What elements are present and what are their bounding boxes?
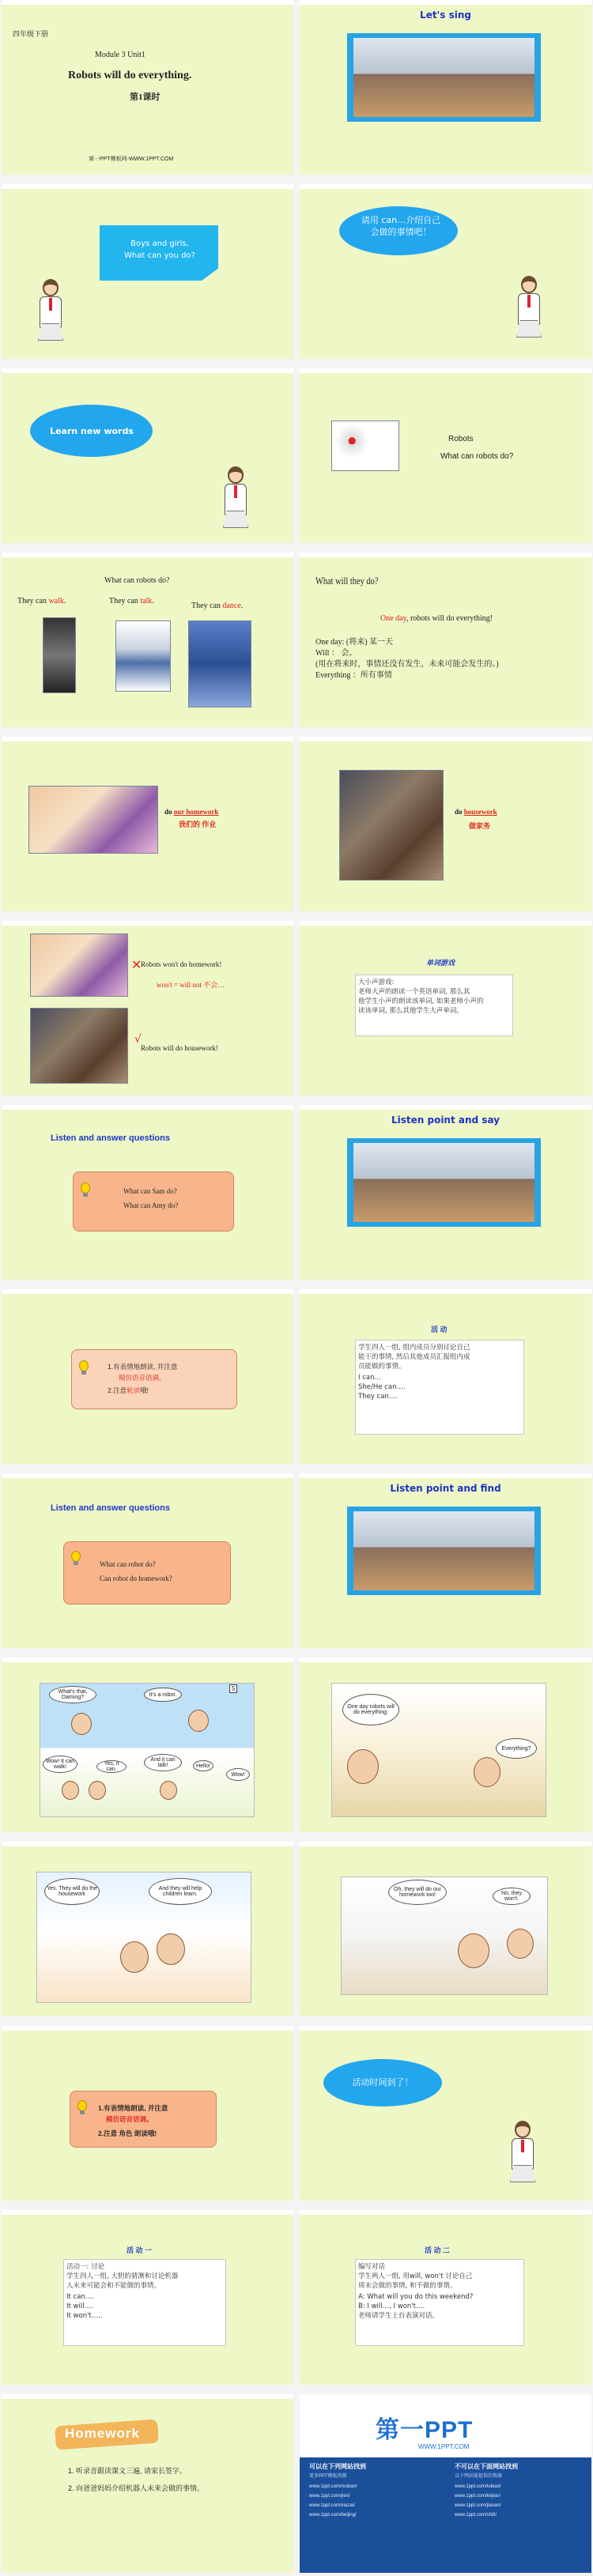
- slide-28-ad[interactable]: [300, 2394, 591, 2573]
- slide-heading: What will they do?: [315, 575, 379, 586]
- left-heading: 可以在下列网站找到: [309, 2463, 366, 2470]
- dance-sentence: They can dance.: [191, 602, 244, 610]
- walking-robot-image: [43, 617, 76, 693]
- dialogue-2: B: I will…, I won't….: [358, 2303, 425, 2310]
- homework-2: 2. 向爸爸妈妈介绍机器人未来会做的事情。: [68, 2484, 205, 2492]
- pattern-3: It won't…..: [66, 2312, 103, 2320]
- site-link[interactable]: www.1ppt.com/tubiao/: [455, 2484, 501, 2489]
- site-link[interactable]: www.1ppt.com/moban/: [309, 2484, 357, 2489]
- slide-heading: Listen point and find: [390, 1483, 501, 1494]
- dialogue-1: A: What will you do this weekend?: [358, 2293, 474, 2301]
- slide-heading: 活 动: [431, 1326, 448, 1333]
- slide-24[interactable]: [300, 2026, 591, 2201]
- question-1: What can robot do?: [100, 1560, 156, 1568]
- cross-icon: ✕: [131, 957, 142, 972]
- activity-text: 学生四人一组, 组内成员分别讨论自己 能干的事情, 然后其他成员汇报组内成 员能做的事情。: [358, 1344, 470, 1371]
- child-character: [157, 1933, 185, 1965]
- question-2: What can Amy do?: [123, 1201, 179, 1209]
- site-link[interactable]: www.1ppt.com/jieri/: [309, 2494, 350, 2499]
- teacher-illustration: [220, 466, 251, 534]
- panel-number: 5: [229, 1684, 237, 1693]
- dancing-robot-image: [188, 620, 251, 707]
- slide-heading: Homework: [65, 2426, 140, 2441]
- child-character: [71, 1713, 92, 1735]
- speech-bubble: Yes, it can.: [96, 1760, 127, 1773]
- sentence-2: won't = will not 不会…: [157, 981, 225, 989]
- note-line-3: (用在将来时，事情还没有发生，未来可能会发生的。): [315, 660, 499, 669]
- dialogue-3: 老师请学生上台表演对话。: [358, 2312, 440, 2320]
- speech-bubble: Everything?: [496, 1738, 537, 1759]
- speech-bubble: And it can talk!: [144, 1754, 182, 1771]
- robots-label: Robots: [448, 435, 474, 443]
- slide-heading: 活 动 一: [127, 2246, 153, 2254]
- slide-23[interactable]: [2, 2026, 293, 2201]
- phrase-cn: 做家务: [469, 822, 491, 830]
- check-icon: √: [134, 1033, 142, 1046]
- slide-1-title[interactable]: [2, 0, 293, 175]
- child-character: [62, 1781, 79, 1800]
- tip-2: 2.注意 角色 朗读哦!: [98, 2129, 157, 2137]
- question-text: What can robots do?: [440, 452, 514, 461]
- footer-text: 第一PPT模板网-WWW.1PPT.COM: [89, 157, 174, 162]
- classroom-video[interactable]: [347, 1138, 541, 1227]
- slide-11[interactable]: [2, 921, 293, 1096]
- light-bulb-icon: [77, 1360, 90, 1378]
- question-box: [63, 1541, 231, 1605]
- sentence-1: Robots won't do homework!: [141, 960, 222, 968]
- question-1: What can Sam do?: [123, 1187, 177, 1195]
- lesson-label: 第1课时: [130, 92, 161, 102]
- question-2: Can robot do homework?: [100, 1575, 172, 1582]
- child-character: [347, 1749, 379, 1784]
- homework-1: 1. 听录音跟读课文三遍, 请家长签字。: [68, 2467, 187, 2475]
- child-character: [507, 1929, 534, 1959]
- activity-text: 活动一: 讨论 学生四人一组, 大胆的猜测和讨论机器 人未来可能会和不能做的事情。: [66, 2263, 179, 2290]
- talking-robot-image: [115, 620, 171, 692]
- slide-27[interactable]: [2, 2394, 293, 2573]
- slide-heading: Listen point and say: [391, 1115, 500, 1126]
- phrase: do housework: [455, 808, 497, 816]
- phrase: do our homework: [164, 808, 219, 816]
- slide-heading: 活 动 二: [425, 2246, 451, 2254]
- slide-9[interactable]: [2, 737, 293, 911]
- pattern-1: It can….: [66, 2293, 95, 2301]
- one-day-sentence: One day, robots will do everything!: [380, 614, 493, 623]
- child-character: [474, 1757, 500, 1787]
- pattern-2: She/He can….: [358, 1383, 406, 1391]
- site-link[interactable]: www.1ppt.com/xiazai/: [309, 2503, 355, 2508]
- tip-1b: 模仿语音语调。: [119, 1374, 166, 1382]
- slide-7[interactable]: [2, 553, 293, 727]
- tip-2: 2.注意轮读哦!: [108, 1386, 149, 1394]
- slide-12[interactable]: [300, 921, 591, 1096]
- note-line-1: One day: (将来) 某一天: [315, 638, 394, 647]
- speech-bubble: No, they won't.: [493, 1888, 531, 1905]
- tip-1b: 模仿语音语调。: [106, 2115, 153, 2123]
- slide-26[interactable]: [300, 2210, 591, 2385]
- speech-bubble: Oh, they will do our homework too!: [388, 1880, 447, 1905]
- slide-8[interactable]: [300, 553, 591, 727]
- activity-text: 编写对话 学生两人一组, 用will, won't 讨论自己 周末会做的事情, 和不做的事情。: [358, 2263, 473, 2290]
- cloud-text: Learn new words: [50, 426, 134, 436]
- slide-16[interactable]: [300, 1289, 591, 1464]
- slide-heading: Listen and answer questions: [51, 1503, 170, 1513]
- teacher-illustration: [513, 276, 545, 344]
- child-character: [120, 1941, 149, 1973]
- speech-bubble: Wow!: [226, 1768, 250, 1781]
- tip-1: 1.有表情地朗读, 并注意: [98, 2104, 168, 2112]
- slide-18[interactable]: [300, 1473, 591, 1648]
- child-character: [188, 1710, 209, 1732]
- slide-22[interactable]: [300, 1842, 591, 2016]
- note-line-4: Everything ：所有事情: [315, 671, 392, 680]
- left-subheading: 更多PPT模板资源: [309, 2474, 347, 2479]
- module-label: Module 3 Unit1: [95, 51, 145, 59]
- slide-21[interactable]: [2, 1842, 293, 2016]
- brand-url[interactable]: WWW.1PPT.COM: [418, 2443, 470, 2450]
- cloud-text: 请用 can…介绍自己 会做的事情吧！: [361, 215, 441, 237]
- slide-3[interactable]: [2, 184, 293, 359]
- box-text: Boys and girls, What can you do?: [124, 239, 195, 260]
- teacher-illustration: [507, 2121, 538, 2189]
- slide-5[interactable]: [2, 368, 293, 543]
- site-link[interactable]: www.1ppt.com/beijing/: [309, 2513, 357, 2518]
- child-character: [89, 1781, 106, 1800]
- talk-sentence: They can talk.: [109, 597, 154, 605]
- child-character: [458, 1933, 489, 1968]
- robot-housework-photo: [30, 1008, 128, 1084]
- classroom-video[interactable]: [347, 1507, 541, 1595]
- right-heading: 不可以在下面网站找到: [455, 2463, 518, 2470]
- sentence-3: Robots will do housework!: [141, 1044, 218, 1052]
- slide-20[interactable]: [300, 1658, 591, 1832]
- pattern-2: It will….: [66, 2303, 93, 2310]
- slide-4[interactable]: [300, 184, 591, 359]
- cloud-text: 活动时间到了！: [352, 2077, 414, 2088]
- speech-bubble: And they will help children learn.: [149, 1878, 212, 1905]
- question-text: What can robots do?: [104, 576, 170, 585]
- slide-15[interactable]: [2, 1289, 293, 1464]
- note-line-2: Will ： 会。: [315, 649, 357, 658]
- pattern-1: I can...: [358, 1374, 381, 1382]
- right-subheading: 以下网站能提供的资源: [455, 2474, 503, 2479]
- brand-logo: 第一PPT: [376, 2417, 474, 2443]
- slide-19[interactable]: [2, 1658, 293, 1832]
- slide-14[interactable]: [300, 1105, 591, 1280]
- walk-sentence: They can walk.: [17, 597, 66, 605]
- slide-heading: 单词游戏: [426, 959, 455, 967]
- robots-image: [331, 421, 399, 471]
- light-bulb-icon: [79, 1182, 92, 1200]
- girl-homework-photo: [30, 933, 128, 997]
- speech-bubble: Hello!: [193, 1760, 213, 1771]
- site-link[interactable]: www.1ppt.com/kejian/: [455, 2494, 501, 2499]
- speech-bubble: What's that, Daming?: [49, 1686, 96, 1703]
- slide-heading: Listen and answer questions: [51, 1133, 170, 1143]
- slide-2-sing[interactable]: [300, 0, 591, 175]
- slide-title: Robots will do everything.: [68, 70, 192, 81]
- slide-13[interactable]: [2, 1105, 293, 1280]
- slide-6[interactable]: [300, 368, 591, 543]
- robot-housework-photo: [339, 770, 444, 881]
- speech-bubble: Wow! It can walk!: [43, 1756, 77, 1773]
- girl-homework-photo: [28, 786, 158, 854]
- tip-1: 1.有表情地朗读, 并注意: [108, 1363, 178, 1371]
- grade-label: 四年级下册: [13, 30, 49, 38]
- slide-17[interactable]: [2, 1473, 293, 1648]
- phrase-cn: 我们的 作业: [179, 820, 217, 828]
- speech-bubble: Yes. They will do the housework: [44, 1878, 100, 1905]
- slide-10[interactable]: [300, 737, 591, 911]
- rules-text: 大小声游戏: 老师大声的朗读一个英语单词, 那么其 他学生小声的朗读该单词, 如果老师小声的 读该单词, 那么其他学生大声单词。: [355, 975, 513, 1036]
- site-link[interactable]: www.1ppt.com/jiaoan/: [455, 2503, 501, 2508]
- teacher-illustration: [35, 279, 66, 347]
- slide-heading: Let's sing: [420, 9, 471, 21]
- slide-25[interactable]: [2, 2210, 293, 2385]
- speech-bubble: It's a robot.: [144, 1688, 182, 1702]
- light-bulb-icon: [70, 1551, 82, 1568]
- light-bulb-icon: [76, 2100, 89, 2118]
- child-character: [160, 1781, 177, 1800]
- pattern-3: They can….: [358, 1393, 398, 1401]
- classroom-video[interactable]: [347, 33, 541, 122]
- speech-bubble: One day robots will do everything.: [342, 1694, 399, 1726]
- site-link[interactable]: www.1ppt.com/shiti/: [455, 2513, 497, 2518]
